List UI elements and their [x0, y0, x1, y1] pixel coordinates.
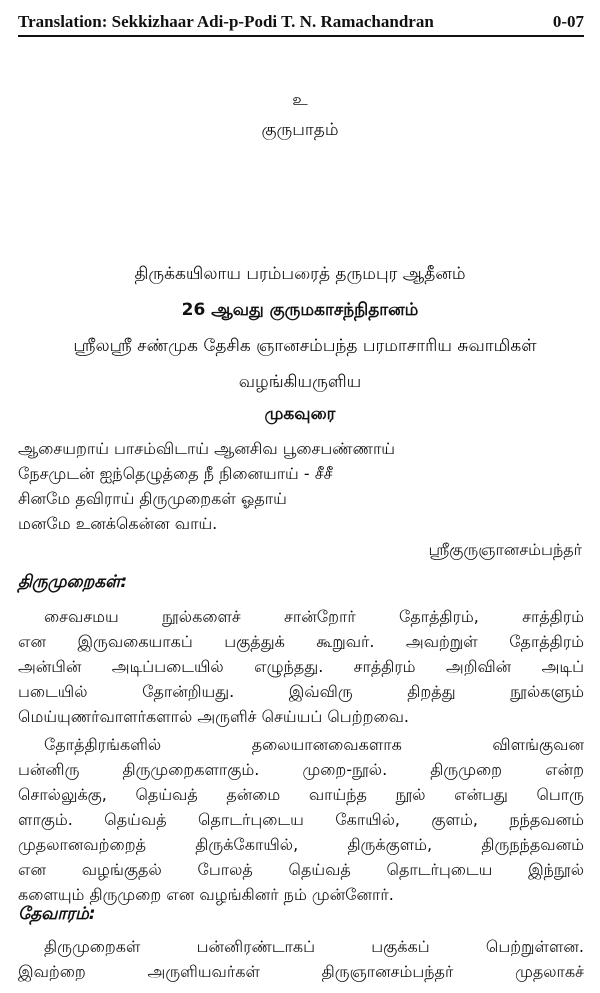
- paragraph-line: சொல்லுக்கு, தெய்வத் தன்மை வாய்ந்த நூல் என்பது பொரு: [18, 785, 584, 804]
- paragraph: [18, 934, 584, 984]
- header-rule: [18, 35, 584, 37]
- paragraph: [18, 604, 584, 729]
- verse-line: ஆசையறாய் பாசம்விடாய் ஆனசிவ பூசைபண்ணாய்: [18, 439, 396, 458]
- verse-line: சினமே தவிராய் திருமுறைகள் ஓதாய்: [18, 489, 287, 508]
- paragraph-line: மெய்யுணர்வாளர்களால் அருளிச் செய்யப் பெற்றவை.: [18, 707, 410, 726]
- section-heading-thevaram: தேவாரம்:: [18, 904, 96, 924]
- paragraph-line: இவற்றை அருளியவர்கள் திருஞானசம்பந்தர் முதலாகச்: [18, 962, 584, 981]
- section-heading-thirumuraigal: திருமுறைகள்:: [18, 572, 128, 592]
- foreword-line-1: திருக்கயிலாய பரம்பரைத் தருமபுர ஆதீனம்: [134, 264, 466, 284]
- verse-line: நேசமுடன் ஐந்தெழுத்தை நீ நினையாய் - சீசீ: [18, 464, 333, 483]
- invocation-heading: குருபாதம்: [261, 120, 339, 140]
- page-number: 0-07: [552, 12, 584, 31]
- foreword-line-2: 26 ஆவது குருமகாசந்நிதானம்: [181, 300, 419, 320]
- foreword-title: முகவுரை: [264, 404, 336, 424]
- verse-line: மனமே உனக்கென்ன வாய்.: [18, 514, 218, 533]
- paragraph-line: திருமுறைகள் பன்னிரண்டாகப் பகுக்கப் பெற்றுள்ளன.: [44, 937, 584, 956]
- paragraph-line: அன்பின் அடிப்படையில் எழுந்தது. சாத்திரம் அறிவின் அடிப்: [18, 657, 584, 676]
- paragraph-line: ளாகும். தெய்வத் தொடர்புடைய கோயில், குளம், நந்தவனம்: [18, 810, 584, 829]
- verse-block: [18, 436, 588, 536]
- invocation-symbol: உ: [292, 90, 308, 110]
- paragraph-line: என இருவகையாகப் பகுத்துக் கூறுவர். அவற்றுள் தோத்திரம்: [18, 632, 584, 651]
- paragraph-line: படையில் தோன்றியது. இவ்விரு திறத்து நூல்களும்: [18, 682, 584, 701]
- header-title: Translation: Sekkizhaar Adi-p-Podi T. N. Ramachandran: [18, 12, 434, 31]
- paragraph-line: பன்னிரு திருமுறைகளாகும். முறை-நூல். திருமுறை என்ற: [18, 760, 584, 779]
- paragraph-line: என வழங்குதல் போலத் தெய்வத் தொடர்புடைய இந்நூல்: [18, 860, 584, 879]
- foreword-line-4: வழங்கியருளிய: [238, 372, 362, 392]
- paragraph-line: தோத்திரங்களில் தலையானவைகளாக விளங்குவன: [44, 735, 584, 754]
- running-header: [18, 8, 584, 36]
- paragraph-line: களையும் திருமுறை என வழங்கினர் நம் முன்னோர்.: [18, 885, 394, 904]
- foreword-line-3: ஸ்ரீலஸ்ரீ சண்முக தேசிக ஞானசம்பந்த பரமாசாரிய சுவாமிகள்: [73, 336, 537, 356]
- verse-attribution: ஸ்ரீகுருஞானசம்பந்தர்: [428, 540, 582, 559]
- paragraph-line: சைவசமய நூல்களைச் சான்றோர் தோத்திரம், சாத்திரம்: [44, 607, 584, 626]
- paragraph-line: முதலானவற்றைத் திருக்கோயில், திருக்குளம், திருநந்தவனம்: [18, 835, 584, 854]
- paragraph: [18, 732, 584, 907]
